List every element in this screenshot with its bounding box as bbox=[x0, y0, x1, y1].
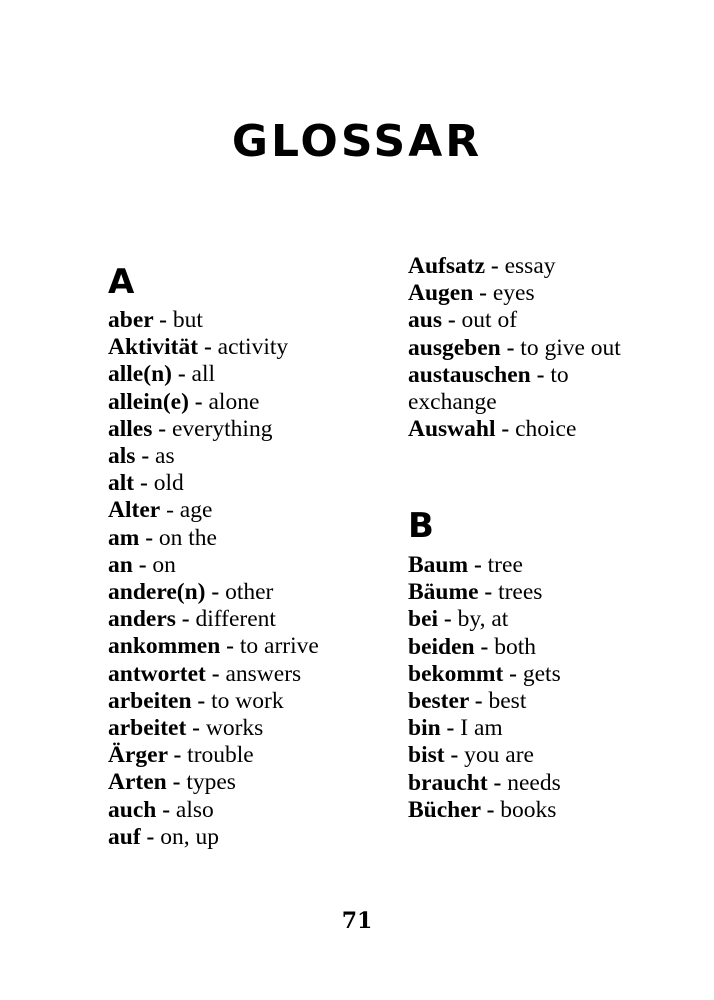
entry-separator: - bbox=[160, 497, 180, 524]
entry-word: Bücher bbox=[408, 796, 481, 823]
glossary-entry bbox=[108, 824, 358, 851]
entry-translation: I am bbox=[460, 715, 503, 742]
entry-separator: - bbox=[153, 307, 173, 333]
entry-word: ankommen bbox=[108, 633, 221, 660]
glossary-entry bbox=[408, 606, 628, 633]
entry-word: Auswahl bbox=[408, 416, 496, 443]
glossary-entry bbox=[108, 742, 358, 769]
entry-separator: - bbox=[198, 334, 218, 361]
entry-word: auf bbox=[108, 823, 141, 850]
entry-word: alle(n) bbox=[108, 361, 172, 388]
entry-translation: trouble bbox=[187, 742, 254, 769]
glossary-entry bbox=[108, 497, 358, 524]
entry-translation: to work bbox=[211, 687, 284, 714]
entry-separator: - bbox=[474, 633, 495, 660]
entry-translation: books bbox=[500, 796, 557, 823]
glossary-entry bbox=[408, 742, 628, 769]
entry-word: bekommt bbox=[408, 660, 504, 687]
entry-translation: old bbox=[153, 470, 184, 497]
entry-separator: - bbox=[440, 715, 461, 742]
entry-word: arbeitet bbox=[108, 715, 187, 742]
glossary-entry bbox=[408, 797, 628, 824]
glossary-entry bbox=[108, 633, 358, 660]
entry-word: bester bbox=[408, 688, 469, 715]
entry-translation: types bbox=[186, 769, 236, 796]
entry-separator: - bbox=[132, 551, 153, 578]
entry-word: antwortet bbox=[108, 660, 206, 687]
glossary-entry bbox=[408, 715, 628, 742]
glossary-entry bbox=[108, 661, 358, 688]
entry-separator: - bbox=[186, 715, 206, 742]
entry-translation: on, up bbox=[160, 823, 219, 850]
entry-translation: gets bbox=[522, 660, 561, 687]
page-title: GLOSSAR bbox=[231, 116, 483, 167]
entry-separator: - bbox=[156, 796, 176, 823]
entry-word: anders bbox=[108, 606, 176, 633]
entry-separator: - bbox=[495, 416, 516, 443]
entry-word: allein(e) bbox=[108, 388, 189, 415]
entry-word: Baum bbox=[408, 552, 469, 578]
entry-word: Ärger bbox=[108, 742, 168, 769]
entry-separator: - bbox=[480, 796, 501, 823]
entry-list-b bbox=[408, 552, 628, 824]
entry-word: alles bbox=[108, 415, 153, 442]
entry-translation: as bbox=[155, 443, 175, 470]
entry-translation: on the bbox=[158, 524, 217, 551]
entry-word: Aktivität bbox=[108, 334, 199, 361]
entry-separator: - bbox=[503, 660, 523, 687]
entry-word: ausgeben bbox=[408, 334, 501, 361]
entry-translation: alone bbox=[208, 388, 260, 415]
entry-separator: - bbox=[134, 470, 154, 497]
glossary-entry bbox=[108, 606, 358, 633]
entry-word: an bbox=[108, 551, 133, 578]
entry-translation: you are bbox=[464, 742, 534, 769]
glossary-entry bbox=[108, 334, 358, 361]
entry-translation: out of bbox=[461, 307, 518, 334]
entry-word: aber bbox=[108, 307, 154, 333]
entry-separator: - bbox=[166, 769, 187, 796]
entry-translation: both bbox=[494, 633, 536, 660]
entry-translation: trees bbox=[498, 579, 543, 606]
entry-word: auch bbox=[108, 796, 157, 823]
entry-translation: choice bbox=[515, 416, 577, 443]
entry-translation: needs bbox=[507, 769, 561, 796]
entry-separator: - bbox=[487, 769, 508, 796]
entry-translation: works bbox=[205, 715, 264, 742]
glossary-entry bbox=[108, 525, 358, 552]
section-letter-a: A bbox=[108, 262, 135, 302]
glossary-entry bbox=[408, 253, 628, 280]
entry-translation: but bbox=[172, 307, 203, 333]
glossary-entry bbox=[408, 307, 628, 334]
entry-separator: - bbox=[205, 579, 226, 606]
entry-translation: essay bbox=[504, 253, 556, 279]
entry-separator: - bbox=[205, 660, 226, 687]
entry-translation: all bbox=[191, 361, 216, 388]
entry-translation: different bbox=[195, 606, 276, 633]
entry-translation: activity bbox=[217, 334, 289, 361]
entry-word: Aufsatz bbox=[408, 253, 486, 279]
entry-separator: - bbox=[478, 579, 499, 606]
entry-separator: - bbox=[171, 361, 192, 388]
entry-translation: by, at bbox=[457, 606, 509, 633]
entry-separator: - bbox=[167, 742, 188, 769]
entry-separator: - bbox=[220, 633, 240, 660]
glossary-entry bbox=[408, 661, 628, 688]
entry-translation: eyes bbox=[492, 280, 535, 307]
entry-translation: to exchange bbox=[408, 361, 569, 416]
glossary-entry bbox=[108, 797, 358, 824]
glossary-entry bbox=[408, 552, 628, 579]
entry-word: alt bbox=[108, 470, 135, 497]
entry-word: bei bbox=[408, 606, 439, 633]
glossary-entry bbox=[108, 552, 358, 579]
glossary-entry bbox=[108, 443, 358, 470]
entry-word: Arten bbox=[108, 769, 167, 796]
glossary-entry bbox=[408, 770, 628, 797]
entry-word: als bbox=[108, 443, 136, 470]
entry-word: bist bbox=[408, 742, 445, 769]
entry-separator: - bbox=[438, 606, 458, 633]
entry-separator: - bbox=[140, 823, 161, 850]
entry-separator: - bbox=[530, 361, 551, 388]
entry-separator: - bbox=[473, 280, 493, 307]
glossary-entry bbox=[408, 362, 628, 416]
entry-word: am bbox=[108, 524, 140, 551]
glossary-entry bbox=[408, 416, 628, 443]
entry-word: braucht bbox=[408, 769, 488, 796]
entry-word: andere(n) bbox=[108, 579, 206, 606]
entry-word: Bäume bbox=[408, 579, 479, 606]
entry-word: austauschen bbox=[408, 361, 531, 388]
entry-word: arbeiten bbox=[108, 687, 192, 714]
glossary-entry bbox=[108, 470, 358, 497]
entry-separator: - bbox=[441, 307, 462, 334]
entry-word: Augen bbox=[408, 280, 474, 307]
glossary-entry bbox=[108, 361, 358, 388]
glossary-entry bbox=[108, 688, 358, 715]
entry-list-a-part1 bbox=[108, 307, 358, 851]
entry-separator: - bbox=[468, 688, 489, 715]
entry-separator: - bbox=[444, 742, 465, 769]
entry-word: aus bbox=[408, 307, 442, 334]
glossary-entry bbox=[408, 688, 628, 715]
entry-separator: - bbox=[135, 443, 156, 470]
glossary-entry bbox=[108, 307, 358, 334]
glossary-entry bbox=[408, 335, 628, 362]
entry-translation: tree bbox=[487, 552, 523, 578]
entry-separator: - bbox=[485, 253, 505, 279]
entry-translation: age bbox=[179, 497, 213, 524]
page-number: 71 bbox=[341, 908, 373, 934]
glossary-entry bbox=[408, 579, 628, 606]
entry-list-a-part2 bbox=[408, 253, 628, 443]
glossary-entry bbox=[108, 389, 358, 416]
entry-translation: to give out bbox=[520, 334, 621, 361]
entry-translation: answers bbox=[225, 660, 302, 687]
entry-translation: on bbox=[152, 551, 176, 578]
entry-translation: other bbox=[225, 579, 274, 606]
entry-translation: to arrive bbox=[239, 633, 319, 660]
glossary-entry bbox=[108, 416, 358, 443]
entry-word: beiden bbox=[408, 633, 475, 660]
glossary-entry bbox=[408, 280, 628, 307]
glossary-entry bbox=[108, 579, 358, 606]
entry-translation: best bbox=[488, 688, 527, 715]
entry-separator: - bbox=[152, 415, 172, 442]
glossary-entry bbox=[108, 769, 358, 796]
entry-separator: - bbox=[175, 606, 196, 633]
glossary-entry bbox=[408, 634, 628, 661]
entry-separator: - bbox=[188, 388, 209, 415]
entry-separator: - bbox=[500, 334, 521, 361]
entry-translation: everything bbox=[171, 415, 273, 442]
section-letter-b: B bbox=[408, 506, 434, 546]
entry-word: bin bbox=[408, 715, 441, 742]
entry-separator: - bbox=[468, 552, 488, 578]
entry-separator: - bbox=[191, 687, 212, 714]
glossary-entry bbox=[108, 715, 358, 742]
entry-word: Alter bbox=[108, 497, 161, 524]
entry-separator: - bbox=[139, 524, 159, 551]
entry-translation: also bbox=[175, 796, 214, 823]
